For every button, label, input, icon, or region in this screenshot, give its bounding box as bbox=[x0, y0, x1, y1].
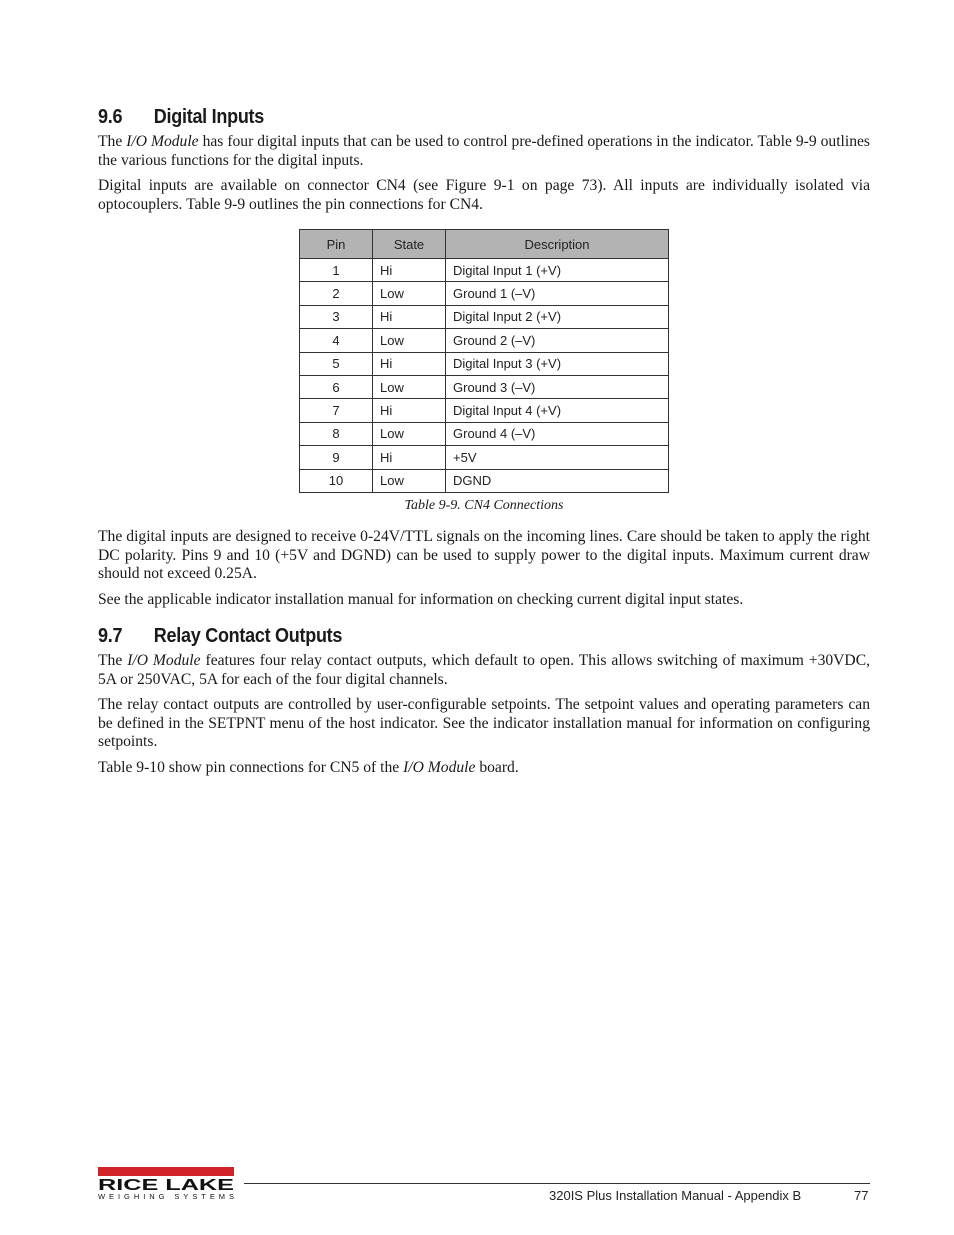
table-row bbox=[300, 329, 669, 352]
pin-cell: 1 bbox=[300, 259, 373, 282]
description-cell: Ground 1 (–V) bbox=[446, 282, 669, 305]
paragraph bbox=[98, 652, 870, 689]
description-cell: Ground 3 (–V) bbox=[446, 375, 669, 398]
table-row bbox=[300, 305, 669, 328]
column-header: Description bbox=[446, 230, 669, 259]
table-row bbox=[300, 422, 669, 445]
description-cell: Digital Input 4 (+V) bbox=[446, 399, 669, 422]
state-cell: Hi bbox=[373, 259, 446, 282]
footer-rule bbox=[244, 1183, 870, 1184]
paragraph bbox=[98, 759, 870, 778]
emphasis: I/O Module bbox=[403, 759, 476, 776]
rice-lake-logo bbox=[98, 1164, 238, 1204]
paragraph: The digital inputs are designed to receive 0-24V/TTL signals on the incoming lines. Care should be taken to apply the right DC polarity. Pins 9 and 10 (+5V and DGND) can be used to supply power to the digital inputs. Maximum current draw should not exceed 0.25A. bbox=[98, 528, 870, 582]
description-cell: Digital Input 3 (+V) bbox=[446, 352, 669, 375]
pin-cell: 5 bbox=[300, 352, 373, 375]
logo-red-bar bbox=[98, 1167, 234, 1176]
description-cell: Ground 2 (–V) bbox=[446, 329, 669, 352]
cn4-connections-table bbox=[299, 229, 669, 493]
table-row bbox=[300, 446, 669, 469]
section-number: 9.6 bbox=[98, 106, 123, 128]
paragraph: The relay contact outputs are controlled by user-configurable setpoints. The setpoint values and operating parameters can be defined in the SETPNT menu of the host indicator. See the indicator installation manual for information on configuring setpoints. bbox=[98, 696, 870, 750]
pin-cell: 10 bbox=[300, 469, 373, 492]
description-cell: Digital Input 1 (+V) bbox=[446, 259, 669, 282]
table-row bbox=[300, 375, 669, 398]
pin-cell: 4 bbox=[300, 329, 373, 352]
state-cell: Low bbox=[373, 422, 446, 445]
text: has four digital inputs that can be used to control pre-defined operations in the indicator. Table 9-9 outlines the various functions for the digital inputs. bbox=[98, 133, 870, 169]
table-header-row bbox=[300, 230, 669, 259]
description-cell: Ground 4 (–V) bbox=[446, 422, 669, 445]
pin-cell: 9 bbox=[300, 446, 373, 469]
emphasis: I/O Module bbox=[127, 652, 201, 669]
state-cell: Hi bbox=[373, 305, 446, 328]
section-title: Relay Contact Outputs bbox=[153, 625, 343, 647]
table-row bbox=[300, 469, 669, 492]
logo-tagline: WEIGHING SYSTEMS bbox=[98, 1192, 234, 1201]
paragraph bbox=[98, 133, 870, 170]
table-row bbox=[300, 352, 669, 375]
section-number: 9.7 bbox=[98, 625, 123, 647]
state-cell: Hi bbox=[373, 352, 446, 375]
text: board. bbox=[475, 759, 519, 776]
column-header: State bbox=[373, 230, 446, 259]
state-cell: Low bbox=[373, 375, 446, 398]
section-heading-digital-inputs bbox=[98, 106, 264, 129]
paragraph: See the applicable indicator installation manual for information on checking current digital input states. bbox=[98, 591, 744, 608]
pin-cell: 6 bbox=[300, 375, 373, 398]
table-row bbox=[300, 399, 669, 422]
logo-wordmark: RICE LAKE bbox=[98, 1177, 234, 1194]
text: Table 9-10 show pin connections for CN5 of the bbox=[98, 759, 404, 776]
state-cell: Hi bbox=[373, 446, 446, 469]
pin-cell: 8 bbox=[300, 422, 373, 445]
text: The bbox=[98, 652, 128, 669]
page-number: 77 bbox=[854, 1188, 869, 1203]
footer-manual-title: 320IS Plus Installation Manual - Appendix B bbox=[549, 1188, 802, 1203]
state-cell: Low bbox=[373, 469, 446, 492]
table-row bbox=[300, 282, 669, 305]
table-caption: Table 9-9. CN4 Connections bbox=[404, 498, 564, 513]
table-row bbox=[300, 259, 669, 282]
column-header: Pin bbox=[300, 230, 373, 259]
text: The bbox=[98, 133, 127, 150]
description-cell: DGND bbox=[446, 469, 669, 492]
pin-cell: 7 bbox=[300, 399, 373, 422]
pin-cell: 2 bbox=[300, 282, 373, 305]
description-cell: Digital Input 2 (+V) bbox=[446, 305, 669, 328]
state-cell: Low bbox=[373, 329, 446, 352]
emphasis: I/O Module bbox=[126, 133, 199, 150]
description-cell: +5V bbox=[446, 446, 669, 469]
state-cell: Hi bbox=[373, 399, 446, 422]
state-cell: Low bbox=[373, 282, 446, 305]
text: features four relay contact outputs, which default to open. This allows switching of maximum +30VDC, 5A or 250VAC, 5A for each of the four digital channels. bbox=[98, 652, 870, 688]
paragraph: Digital inputs are available on connector CN4 (see Figure 9-1 on page 73). All inputs are individually isolated via optocouplers. Table 9-9 outlines the pin connections for CN4. bbox=[98, 177, 870, 213]
section-heading-relay-contact-outputs bbox=[98, 625, 342, 648]
pin-cell: 3 bbox=[300, 305, 373, 328]
section-title: Digital Inputs bbox=[153, 106, 265, 128]
